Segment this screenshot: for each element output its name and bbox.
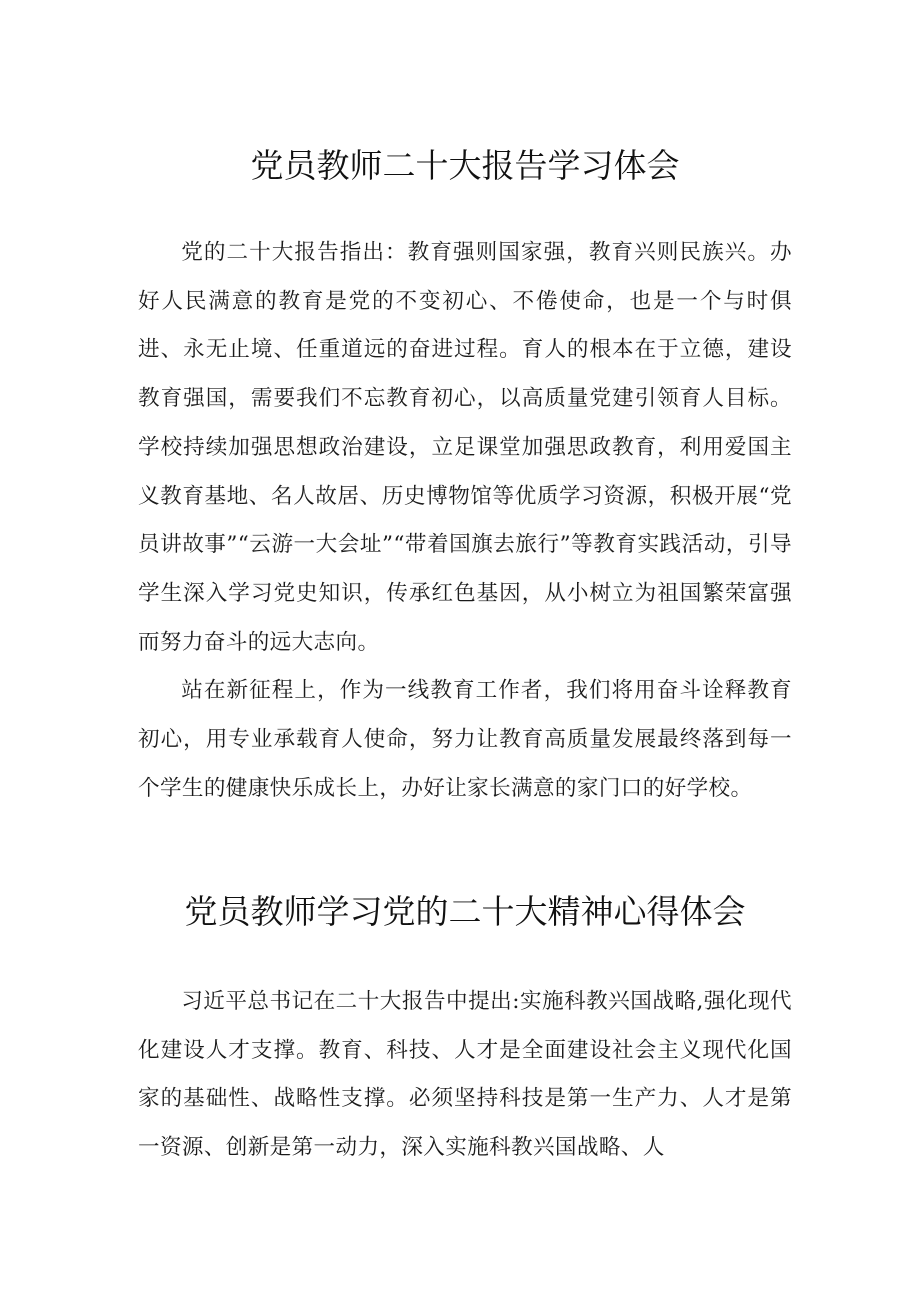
- paragraph-1: 党的二十大报告指出：教育强则国家强，教育兴则民族兴。办好人民满意的教育是党的不变初心、不倦使命，也是一个与时俱进、永无止境、任重道远的奋进过程。育人的根本在于立德，建设教育强国，需要我们不忘教育初心，以高质量党建引领育人目标。学校持续加强思想政治建设，立足课堂加强思政教育，利用爱国主义教育基地、名人故居、历史博物馆等优质学习资源，积极开展“党员讲故事”“云游一大会址”“带着国旗去旅行”等教育实践活动，引导学生深入学习党史知识，传承红色基因，从小树立为祖国繁荣富强而努力奋斗的远大志向。: [138, 240, 792, 655]
- paragraph-3: 习近平总书记在二十大报告中提出:实施科教兴国战略,强化现代化建设人才支撑。教育、科技、人才是全面建设社会主义现代化国家的基础性、战略性支撑。必须坚持科技是第一生产力、人才是第一资源、创新是第一动力，深入实施科教兴国战略、人: [138, 989, 792, 1161]
- article-section-1: [138, 140, 792, 813]
- article-section-2: [138, 886, 792, 1173]
- article-title-2: 党员教师学习党的二十大精神心得体会: [184, 892, 746, 931]
- article-title-1: 党员教师二十大报告学习体会: [250, 146, 680, 185]
- paragraph-2: 站在新征程上，作为一线教育工作者，我们将用奋斗诠释教育初心，用专业承载育人使命，努力让教育高质量发展最终落到每一个学生的健康快乐成长上，办好让家长满意的家门口的好学校。: [138, 678, 792, 801]
